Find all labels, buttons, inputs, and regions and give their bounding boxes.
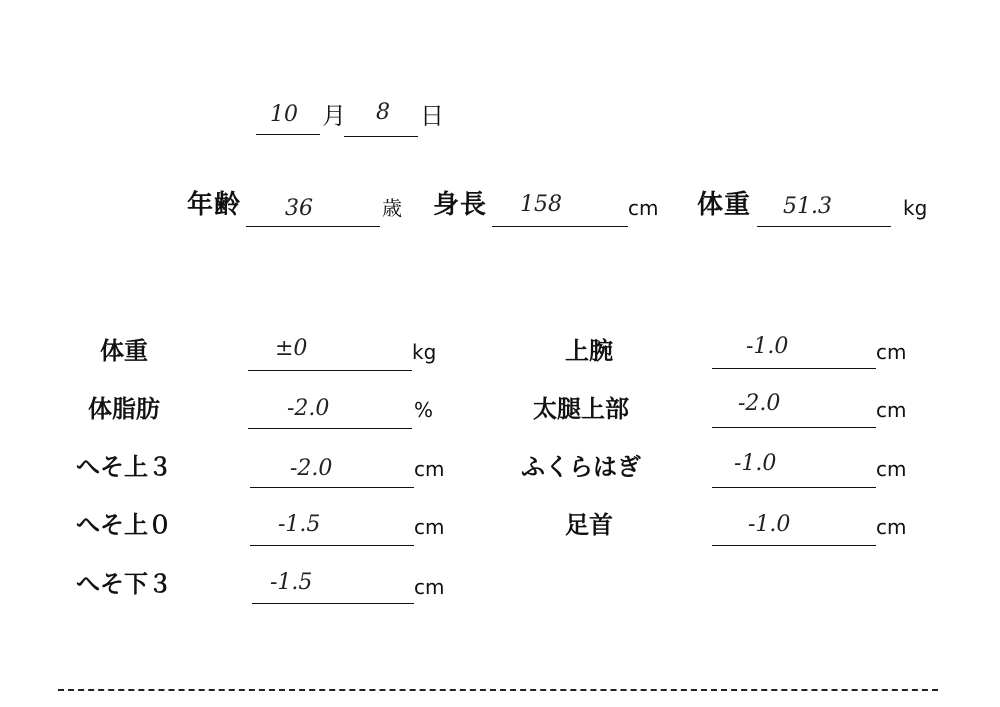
right-row-unit: cm <box>876 398 907 422</box>
right-row-unit: cm <box>876 515 907 539</box>
left-row-label: 体重 <box>100 337 148 365</box>
left-row-value[interactable]: ±0 <box>275 336 308 361</box>
left-row-unit: cm <box>414 457 445 481</box>
height-value[interactable]: 158 <box>520 192 562 217</box>
height-underline <box>492 226 628 227</box>
age-underline <box>246 226 380 227</box>
day-value[interactable]: 8 <box>376 100 390 125</box>
right-row-value[interactable]: -1.0 <box>746 334 789 359</box>
right-row-label: 上腕 <box>565 337 613 365</box>
age-label: 年齢 <box>187 190 242 220</box>
right-row-underline <box>712 487 876 488</box>
right-row-value[interactable]: -1.0 <box>734 451 777 476</box>
right-row-unit: cm <box>876 340 907 364</box>
height-unit: cm <box>628 196 659 220</box>
month-unit: 月 <box>322 102 346 130</box>
right-row-label: ふくらはぎ <box>521 453 641 481</box>
month-underline <box>256 134 320 135</box>
right-row-label: 足首 <box>565 511 613 539</box>
left-row-value[interactable]: -1.5 <box>270 570 313 595</box>
right-row-value[interactable]: -2.0 <box>738 391 781 416</box>
right-row-value[interactable]: -1.0 <box>748 512 791 537</box>
left-row-underline <box>250 487 414 488</box>
left-row-underline <box>248 370 412 371</box>
right-row-label: 太腿上部 <box>533 395 629 423</box>
age-unit: 歳 <box>382 196 402 220</box>
height-label: 身長 <box>433 190 488 220</box>
left-row-label: へそ上３ <box>76 453 172 481</box>
left-row-value[interactable]: -2.0 <box>290 456 333 481</box>
weight-label: 体重 <box>697 190 752 220</box>
right-row-underline <box>712 427 876 428</box>
left-row-label: 体脂肪 <box>88 395 160 423</box>
day-underline <box>344 136 418 137</box>
left-row-underline <box>250 545 414 546</box>
age-value[interactable]: 36 <box>285 196 313 221</box>
right-row-unit: cm <box>876 457 907 481</box>
weight-value[interactable]: 51.3 <box>783 194 832 219</box>
left-row-label: へそ上０ <box>76 511 172 539</box>
left-row-unit: cm <box>414 515 445 539</box>
weight-underline <box>757 226 891 227</box>
left-row-value[interactable]: -1.5 <box>278 512 321 537</box>
left-row-unit: kg <box>412 340 437 364</box>
left-row-value[interactable]: -2.0 <box>287 396 330 421</box>
right-row-underline <box>712 368 876 369</box>
day-unit: 日 <box>420 102 444 130</box>
month-value[interactable]: 10 <box>270 102 298 127</box>
left-row-unit: % <box>414 398 434 422</box>
cut-line <box>58 689 938 691</box>
left-row-unit: cm <box>414 575 445 599</box>
left-row-label: へそ下３ <box>76 570 172 598</box>
right-row-underline <box>712 545 876 546</box>
left-row-underline <box>248 428 412 429</box>
weight-unit: kg <box>903 196 928 220</box>
left-row-underline <box>252 603 414 604</box>
